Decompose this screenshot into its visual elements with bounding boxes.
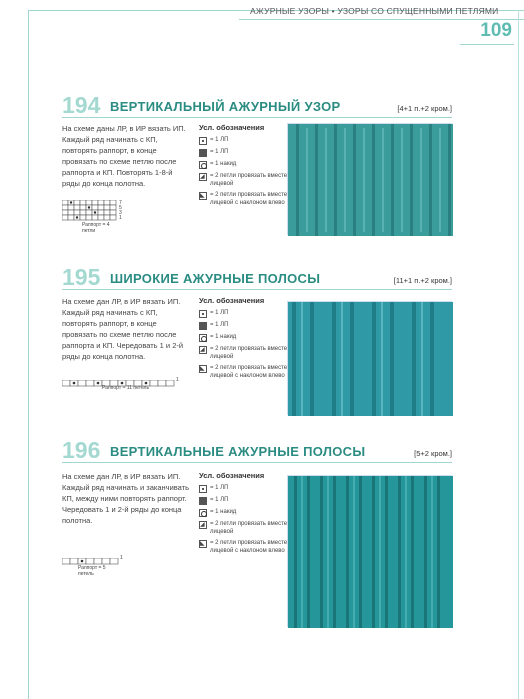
pattern-chart bbox=[62, 555, 123, 577]
running-title: АЖУРНЫЕ УЗОРЫ • УЗОРЫ СО СПУЩЕННЫМИ ПЕТЛЯМИ bbox=[250, 6, 499, 16]
knit-symbol-icon bbox=[199, 485, 207, 493]
legend-yo bbox=[199, 334, 289, 342]
legend-knit bbox=[199, 310, 289, 318]
legend-label: = 1 ЛП bbox=[210, 322, 229, 328]
purl-symbol-icon bbox=[199, 149, 207, 157]
pattern-title: ВЕРТИКАЛЬНЫЕ АЖУРНЫЕ ПОЛОСЫ bbox=[110, 444, 366, 459]
page-number: 109 bbox=[480, 20, 512, 41]
k2tog-symbol-icon bbox=[199, 173, 207, 181]
legend bbox=[199, 123, 289, 211]
pattern-title: ВЕРТИКАЛЬНЫЙ АЖУРНЫЙ УЗОР bbox=[110, 99, 341, 114]
knit-symbol-icon bbox=[199, 137, 207, 145]
pattern-title-row bbox=[62, 437, 452, 463]
pattern-repeat: [5+2 кром.] bbox=[414, 449, 452, 458]
pattern-number: 194 bbox=[62, 92, 101, 118]
legend-knit bbox=[199, 137, 289, 145]
page-edge bbox=[518, 10, 524, 699]
pattern-description: На схеме даны ЛР, в ИР вязать ИП. Каждый ряд начинать с КП, повторять раппорт, в конце провязать по схеме петлю после раппорта и КП. Повторять 1-8-й ряды до конца полотна. bbox=[62, 124, 186, 188]
chart-row-number: 5 bbox=[119, 205, 122, 211]
pattern-section-196 bbox=[62, 437, 452, 577]
page-number-underline bbox=[460, 44, 514, 45]
legend-label: = 1 ЛП bbox=[210, 149, 229, 155]
legend-label: = 2 петли провязать вместе лицевой с наклоном влево bbox=[210, 540, 288, 554]
chart-row-number: 7 bbox=[119, 200, 122, 206]
legend-yo bbox=[199, 161, 289, 169]
pattern-repeat: [11+1 п.+2 кром.] bbox=[393, 276, 452, 285]
pattern-chart bbox=[62, 377, 182, 395]
pattern-number: 196 bbox=[62, 437, 101, 463]
pattern-title: ШИРОКИЕ АЖУРНЫЕ ПОЛОСЫ bbox=[110, 271, 321, 286]
legend-label: = 2 петли провязать вместе лицевой с наклоном влево bbox=[210, 192, 288, 206]
legend-title: Усл. обозначения bbox=[199, 471, 265, 480]
legend-purl bbox=[199, 497, 289, 505]
k2tog-symbol-icon bbox=[199, 346, 207, 354]
legend-label: = 1 накид bbox=[210, 161, 237, 167]
pattern-section-194 bbox=[62, 92, 452, 234]
ssk-symbol-icon bbox=[199, 365, 207, 373]
knitted-swatch-image bbox=[287, 301, 452, 415]
legend-k2tog bbox=[199, 173, 289, 188]
pattern-title-row bbox=[62, 92, 452, 118]
chart-row-number: 1 bbox=[176, 377, 179, 383]
legend-label: = 1 ЛП bbox=[210, 497, 229, 503]
chart-caption: Раппорт = 4 петли bbox=[82, 222, 110, 234]
yarn-over-symbol-icon bbox=[199, 161, 207, 169]
legend-purl bbox=[199, 322, 289, 330]
legend-label: = 1 ЛП bbox=[210, 485, 229, 491]
ssk-symbol-icon bbox=[199, 540, 207, 548]
pattern-repeat: [4+1 п.+2 кром.] bbox=[397, 104, 452, 113]
legend-ssk bbox=[199, 540, 289, 555]
pattern-chart bbox=[62, 200, 132, 234]
legend bbox=[199, 471, 289, 559]
purl-symbol-icon bbox=[199, 322, 207, 330]
chart-caption: Раппорт = 11 петель bbox=[102, 385, 150, 391]
knitted-swatch-image bbox=[287, 475, 452, 627]
legend-yo bbox=[199, 509, 289, 517]
pattern-description: На схеме дан ЛР, в ИР вязать ИП. Каждый ряд начинать с КП, повторять раппорт, в конце провязать по схеме петлю после раппорта и КП. Чередовать 1 и 2-й ряды до конца полотна. bbox=[62, 297, 184, 361]
legend bbox=[199, 296, 289, 384]
legend-title: Усл. обозначения bbox=[199, 123, 265, 132]
legend-label: = 1 ЛП bbox=[210, 310, 229, 316]
pattern-section-195 bbox=[62, 264, 452, 391]
legend-ssk bbox=[199, 192, 289, 207]
legend-label: = 2 петли провязать вместе лицевой bbox=[210, 521, 288, 535]
legend-title: Усл. обозначения bbox=[199, 296, 265, 305]
chart-row-number: 1 bbox=[119, 215, 122, 221]
pattern-number: 195 bbox=[62, 264, 101, 290]
knit-symbol-icon bbox=[199, 310, 207, 318]
chart-row-number: 1 bbox=[120, 555, 123, 561]
ssk-symbol-icon bbox=[199, 192, 207, 200]
legend-knit bbox=[199, 485, 289, 493]
knitted-swatch-image bbox=[287, 123, 452, 235]
chart-caption: Раппорт = 5 петель bbox=[78, 565, 106, 577]
k2tog-symbol-icon bbox=[199, 521, 207, 529]
purl-symbol-icon bbox=[199, 497, 207, 505]
yarn-over-symbol-icon bbox=[199, 509, 207, 517]
pattern-description: На схеме дан ЛР, в ИР вязать ИП. Каждый ряд начинать и заканчивать КП, между ними повторять раппорт. Чередовать 1 и 2-й ряды до конца полотна. bbox=[62, 472, 190, 525]
legend-label: = 2 петли провязать вместе лицевой с наклоном влево bbox=[210, 365, 288, 379]
legend-k2tog bbox=[199, 346, 289, 361]
legend-k2tog bbox=[199, 521, 289, 536]
yarn-over-symbol-icon bbox=[199, 334, 207, 342]
legend-label: = 2 петли провязать вместе лицевой bbox=[210, 173, 288, 187]
legend-label: = 1 ЛП bbox=[210, 137, 229, 143]
legend-label: = 2 петли провязать вместе лицевой bbox=[210, 346, 288, 360]
pattern-title-row bbox=[62, 264, 452, 290]
chart-row-number: 3 bbox=[119, 210, 122, 216]
legend-label: = 1 накид bbox=[210, 334, 237, 340]
legend-purl bbox=[199, 149, 289, 157]
legend-label: = 1 накид bbox=[210, 509, 237, 515]
legend-ssk bbox=[199, 365, 289, 380]
